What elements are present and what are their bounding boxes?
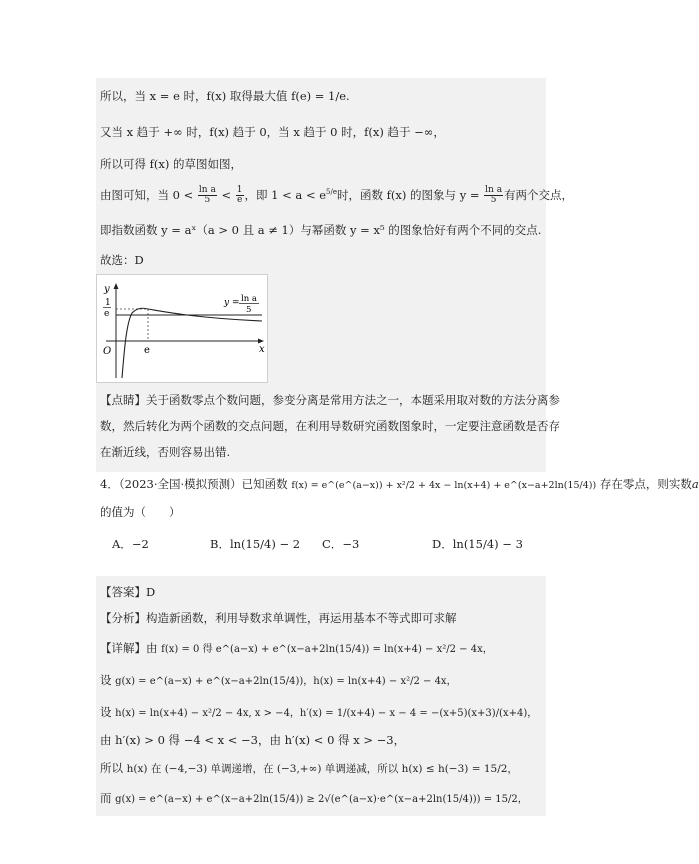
axis-label-x: x	[259, 344, 265, 355]
curve-label-prefix: y =	[224, 298, 240, 308]
fraction-ln-a-over-5-b: $\frac{\text{ln a}}{5}$	[485, 185, 503, 206]
solution-line-4: 由图可知，当 0 < $\frac{\text{ln a}}{5}$ < $\frac{1}{e}$ ，即 $1 < a < e^{5/e}$时，函数 f(x) 的图象与 y = $\frac{\text{ln a}}{5}$ 有两个交点，	[100, 185, 574, 206]
solution-line-5: 即指数函数 y = aˣ（a > 0 且 a ≠ 1）与幂函数 y = x⁵ 的图象恰好有两个不同的交点.	[100, 223, 542, 237]
dianjing-line-2: 数，然后转化为两个函数的交点问题，在利用导数研究函数图象时，一定要注意函数是否存	[100, 419, 560, 433]
function-sketch-graph	[96, 274, 272, 384]
detail-line-6: 而 g(x) = e^(a−x) + e^(x−a+2ln(15/4)) ≥ 2√(e^(a−x)·e^(x−a+2ln(15/4))) = 15/2，	[100, 791, 528, 805]
option-d[interactable]: D．ln(15/4) − 3	[432, 537, 523, 551]
detail-line-1: 【详解】由 f(x) = 0 得 e^(a−x) + e^(x−a+2ln(15/4)) = ln(x+4) − x²/2 − 4x，	[100, 641, 493, 655]
question-4-stem: 4．（2023·全国·模拟预测）已知函数 f(x) = e^(e^(a−x)) + x²/2 + 4x − ln(x+4) + e^(x−a+2ln(15/4)) 存在零点，则实数a	[100, 477, 699, 491]
axis-label-y: y	[104, 284, 110, 295]
option-c[interactable]: C．−3	[322, 537, 360, 551]
answer-line: 【答案】D	[100, 585, 156, 599]
detail-line-2: 设 g(x) = e^(a−x) + e^(x−a+2ln(15/4))，h(x) = ln(x+4) − x²/2 − 4x，	[100, 673, 457, 687]
curve-label-den: 5	[246, 305, 252, 315]
detail-line-5: 所以 h(x) 在 (−4,−3) 单调递增，在 (−3,+∞) 单调递减，所以 h(x) ≤ h(−3) = 15/2，	[100, 761, 518, 775]
option-b[interactable]: B．ln(15/4) − 2	[210, 537, 301, 551]
dianjing-line-1: 【点睛】关于函数零点个数问题，参变分离是常用方法之一，本题采用取对数的方法分离参	[100, 393, 560, 407]
tick-label-e: e	[144, 345, 150, 356]
tick-label-1: 1	[105, 298, 111, 308]
question-4-stem-2: 的值为（ ）	[100, 505, 181, 519]
detail-line-4: 由 h′(x) > 0 得 −4 < x < −3，由 h′(x) < 0 得 x > −3，	[100, 733, 406, 747]
dianjing-line-3: 在渐近线，否则容易出错.	[100, 445, 231, 459]
analysis-line: 【分析】构造新函数，利用导数求单调性，再运用基本不等式即可求解	[100, 611, 457, 625]
detail-line-3: 设 h(x) = ln(x+4) − x²/2 − 4x, x > −4，h′(x) = 1/(x+4) − x − 4 = −(x+5)(x+3)/(x+4)，	[100, 705, 538, 719]
function-definition: f(x) = e^(e^(a−x)) + x²/2 + 4x − ln(x+4) + e^(x−a+2ln(15/4))	[291, 480, 597, 491]
solution-line-3: 所以可得 f(x) 的草图如图，	[100, 157, 243, 171]
curve-label-num: ln a	[241, 294, 257, 304]
tick-label-e-den: e	[104, 309, 110, 319]
solution-line-6: 故选：D	[100, 253, 144, 267]
option-a[interactable]: A．−2	[112, 537, 149, 551]
fraction-1-over-e: $\frac{1}{e}$	[236, 185, 243, 206]
origin-label: O	[103, 346, 112, 357]
fraction-ln-a-over-5: $\frac{\text{ln a}}{5}$	[198, 185, 216, 206]
solution-line-2: 又当 x 趋于 +∞ 时，f(x) 趋于 0，当 x 趋于 0 时，f(x) 趋于 −∞，	[100, 125, 445, 139]
solution-line-1: 所以，当 x = e 时，f(x) 取得最大值 f(e) = 1/e.	[100, 89, 350, 103]
